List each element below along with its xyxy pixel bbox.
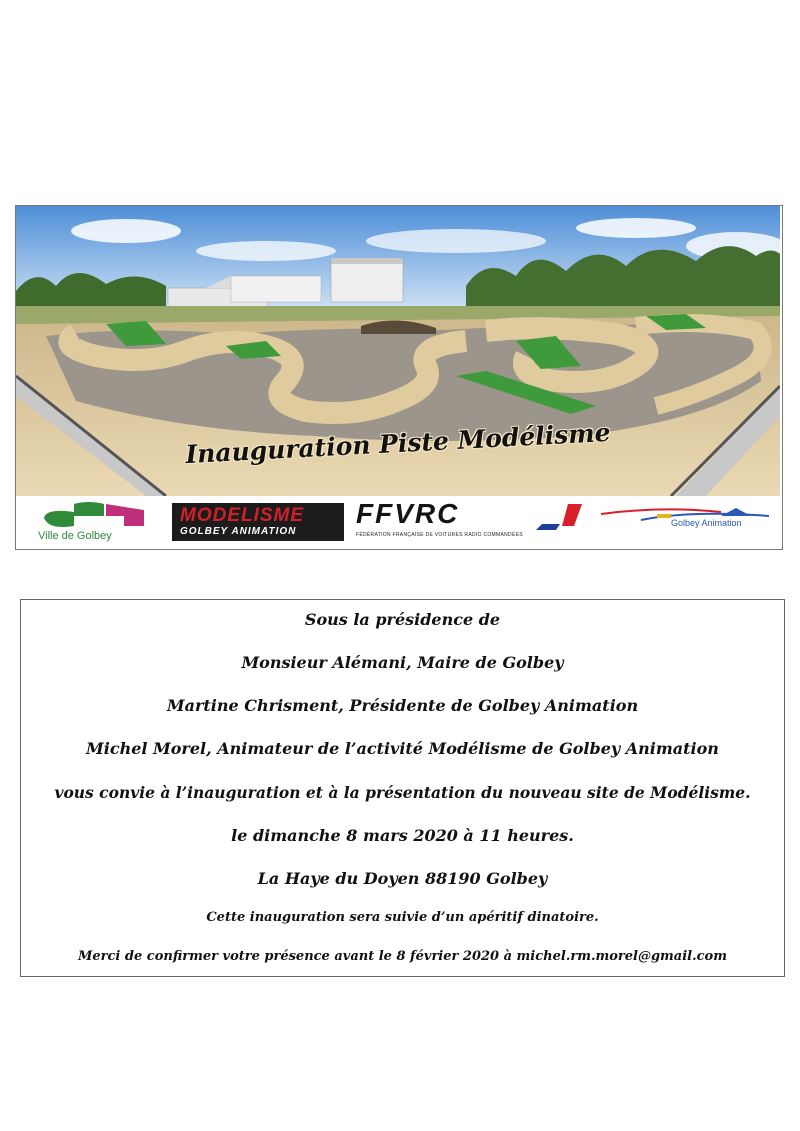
invitation-box	[20, 599, 785, 977]
ville-de-golbey-emblem	[34, 500, 154, 530]
ville-de-golbey-logo	[34, 500, 159, 544]
ffvrc-flag-icon	[526, 500, 596, 534]
invitation-line-presidente: Martine Chrisment, Présidente de Golbey Animation	[166, 696, 639, 715]
golbey-animation-logo	[601, 504, 771, 538]
invitation-line-lieu: La Haye du Doyen 88190 Golbey	[257, 869, 548, 888]
ffvrc-text: FFVRC	[356, 498, 460, 529]
modelisme-text: MODELISME	[180, 505, 305, 526]
banner-card	[15, 205, 783, 550]
modelisme-golbey-animation-logo	[172, 503, 344, 541]
invitation-line-date: le dimanche 8 mars 2020 à 11 heures.	[231, 826, 574, 845]
invitation-line-presidence: Sous la présidence de	[304, 610, 501, 629]
ffvrc-logo	[356, 498, 594, 544]
invitation-line-animateur: Michel Morel, Animateur de l’activité Modélisme de Golbey Animation	[86, 739, 719, 758]
partner-logos	[16, 496, 780, 549]
invitation-line-convie: vous convie à l’inauguration et à la présentation du nouveau site de Modélisme.	[54, 783, 751, 802]
ville-de-golbey-text: Ville de Golbey	[38, 530, 112, 542]
golbey-animation-text-small: Golbey Animation	[671, 518, 742, 528]
invitation-line-rsvp: Merci de confirmer votre présence avant le 8 février 2020 à michel.rm.morel@gmail.com	[78, 949, 727, 964]
invitation-line-maire: Monsieur Alémani, Maire de Golbey	[241, 653, 564, 672]
invitation-line-aperitif: Cette inauguration sera suivie d’un apéritif dinatoire.	[206, 910, 599, 925]
ffvrc-subtitle: FÉDÉRATION FRANÇAISE DE VOITURES RADIO COMMANDÉES	[356, 532, 523, 538]
track-photo	[16, 206, 780, 496]
photo-title: Inauguration Piste Modélisme	[184, 417, 612, 470]
golbey-animation-text: GOLBEY ANIMATION	[180, 526, 297, 537]
